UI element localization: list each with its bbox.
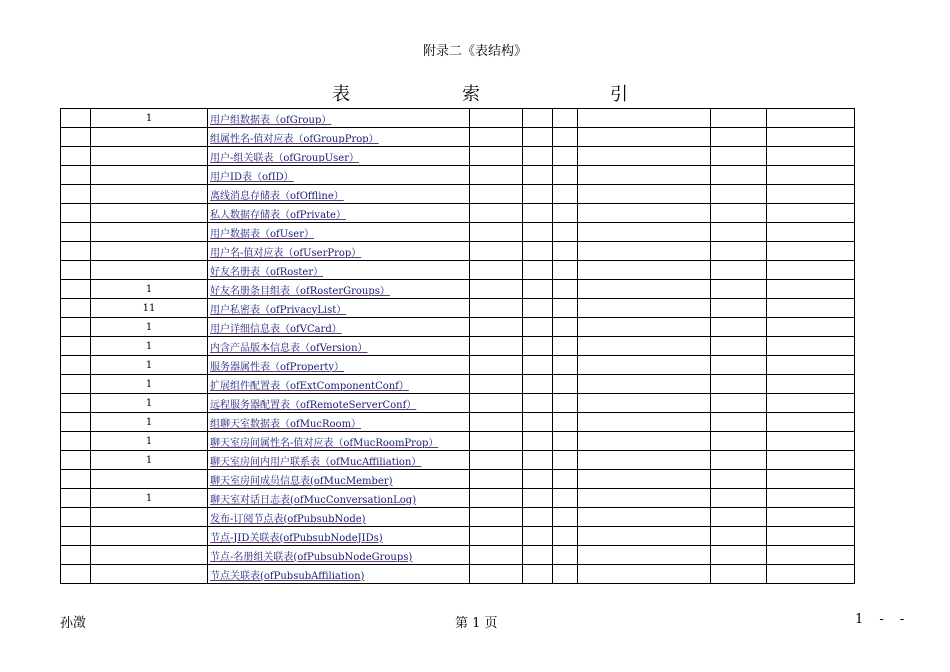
row-number: 1 <box>91 394 208 413</box>
table-name-link[interactable]: 组聊天室数据表（ofMucRoom） <box>210 418 362 430</box>
empty-cell <box>61 185 91 204</box>
table-name-cell <box>208 109 470 128</box>
empty-cell <box>61 109 91 128</box>
empty-cell <box>553 413 578 432</box>
empty-cell <box>61 527 91 546</box>
empty-cell <box>553 432 578 451</box>
empty-cell <box>523 204 553 223</box>
empty-cell <box>711 375 767 394</box>
row-number: 1 <box>91 413 208 432</box>
empty-cell <box>553 394 578 413</box>
table-name-cell <box>208 451 470 470</box>
empty-cell <box>767 242 855 261</box>
table-name-link[interactable]: 好友名册表（ofRoster） <box>210 266 324 278</box>
empty-cell <box>523 109 553 128</box>
row-number <box>91 166 208 185</box>
empty-cell <box>578 223 711 242</box>
empty-cell <box>578 128 711 147</box>
row-number: 1 <box>91 451 208 470</box>
table-row <box>61 147 855 166</box>
empty-cell <box>767 356 855 375</box>
table-name-cell <box>208 375 470 394</box>
empty-cell <box>767 147 855 166</box>
empty-cell <box>767 375 855 394</box>
table-name-link[interactable]: 聊天室对话日志表(ofMucConversationLog) <box>210 494 417 506</box>
empty-cell <box>470 109 523 128</box>
table-name-cell <box>208 394 470 413</box>
empty-cell <box>767 432 855 451</box>
row-number: 1 <box>91 109 208 128</box>
table-name-link[interactable]: 扩展组件配置表（ofExtComponentConf） <box>210 380 409 392</box>
row-number: 1 <box>91 318 208 337</box>
empty-cell <box>767 337 855 356</box>
empty-cell <box>470 432 523 451</box>
empty-cell <box>767 451 855 470</box>
empty-cell <box>61 223 91 242</box>
table-row <box>61 565 855 584</box>
index-title-char-3: 引 <box>610 84 628 105</box>
empty-cell <box>578 413 711 432</box>
table-name-cell <box>208 166 470 185</box>
empty-cell <box>711 109 767 128</box>
empty-cell <box>578 375 711 394</box>
empty-cell <box>61 546 91 565</box>
empty-cell <box>553 318 578 337</box>
row-number <box>91 470 208 489</box>
empty-cell <box>767 223 855 242</box>
empty-cell <box>470 394 523 413</box>
empty-cell <box>523 565 553 584</box>
empty-cell <box>711 546 767 565</box>
table-name-link[interactable]: 节点关联表(ofPubsubAffiliation) <box>210 570 365 582</box>
empty-cell <box>711 223 767 242</box>
empty-cell <box>767 128 855 147</box>
table-row <box>61 527 855 546</box>
empty-cell <box>578 432 711 451</box>
empty-cell <box>578 147 711 166</box>
table-row <box>61 261 855 280</box>
empty-cell <box>711 451 767 470</box>
table-row <box>61 242 855 261</box>
empty-cell <box>553 242 578 261</box>
row-number: 1 <box>91 337 208 356</box>
table-name-link[interactable]: 远程服务器配置表（ofRemoteServerConf） <box>210 399 417 411</box>
index-title-char-1: 表 <box>332 84 350 105</box>
row-number <box>91 204 208 223</box>
empty-cell <box>711 508 767 527</box>
empty-cell <box>767 508 855 527</box>
table-name-cell <box>208 356 470 375</box>
table-row <box>61 546 855 565</box>
footer-right: 1 - - <box>855 612 911 627</box>
empty-cell <box>523 432 553 451</box>
index-title <box>0 80 950 104</box>
table-row <box>61 356 855 375</box>
empty-cell <box>553 109 578 128</box>
empty-cell <box>578 185 711 204</box>
empty-cell <box>470 451 523 470</box>
empty-cell <box>553 451 578 470</box>
row-number: 11 <box>91 299 208 318</box>
table-name-cell <box>208 204 470 223</box>
empty-cell <box>767 394 855 413</box>
empty-cell <box>767 565 855 584</box>
empty-cell <box>553 356 578 375</box>
empty-cell <box>470 546 523 565</box>
table-name-link[interactable]: 用户详细信息表（ofVCard） <box>210 323 342 335</box>
table-row <box>61 204 855 223</box>
table-name-cell <box>208 280 470 299</box>
empty-cell <box>470 280 523 299</box>
empty-cell <box>523 546 553 565</box>
empty-cell <box>553 185 578 204</box>
empty-cell <box>578 109 711 128</box>
table-row <box>61 299 855 318</box>
empty-cell <box>578 508 711 527</box>
row-number: 1 <box>91 375 208 394</box>
empty-cell <box>523 185 553 204</box>
table-name-cell <box>208 337 470 356</box>
row-number <box>91 565 208 584</box>
table-name-link[interactable]: 用户私密表（ofPrivacyList） <box>210 304 347 316</box>
empty-cell <box>470 337 523 356</box>
empty-cell <box>578 280 711 299</box>
empty-cell <box>61 508 91 527</box>
empty-cell <box>470 508 523 527</box>
table-name-cell <box>208 508 470 527</box>
empty-cell <box>711 185 767 204</box>
empty-cell <box>553 166 578 185</box>
table-row <box>61 337 855 356</box>
empty-cell <box>578 318 711 337</box>
empty-cell <box>523 223 553 242</box>
empty-cell <box>711 299 767 318</box>
empty-cell <box>578 242 711 261</box>
empty-cell <box>711 489 767 508</box>
empty-cell <box>470 527 523 546</box>
empty-cell <box>553 375 578 394</box>
table-name-cell <box>208 242 470 261</box>
table-row <box>61 166 855 185</box>
table-name-cell <box>208 565 470 584</box>
empty-cell <box>523 356 553 375</box>
table-name-cell <box>208 261 470 280</box>
table-name-cell <box>208 223 470 242</box>
table-name-cell <box>208 299 470 318</box>
empty-cell <box>61 432 91 451</box>
table-row <box>61 413 855 432</box>
empty-cell <box>711 318 767 337</box>
table-name-link[interactable]: 用户名-值对应表（ofUserProp） <box>210 247 362 259</box>
table-name-cell <box>208 489 470 508</box>
row-number <box>91 147 208 166</box>
empty-cell <box>61 204 91 223</box>
empty-cell <box>470 166 523 185</box>
row-number: 1 <box>91 489 208 508</box>
empty-cell <box>470 489 523 508</box>
empty-cell <box>553 204 578 223</box>
table-row <box>61 185 855 204</box>
empty-cell <box>553 299 578 318</box>
page-header-title: 附录二《表结构》 <box>422 44 527 59</box>
empty-cell <box>470 242 523 261</box>
empty-cell <box>711 128 767 147</box>
row-number <box>91 128 208 147</box>
row-number: 1 <box>91 432 208 451</box>
table-row <box>61 432 855 451</box>
row-number <box>91 546 208 565</box>
empty-cell <box>578 337 711 356</box>
empty-cell <box>578 204 711 223</box>
empty-cell <box>61 356 91 375</box>
empty-cell <box>61 375 91 394</box>
table-name-link[interactable]: 聊天室房间内用户联系表（ofMucAffiliation） <box>210 456 422 468</box>
empty-cell <box>61 242 91 261</box>
empty-cell <box>523 242 553 261</box>
index-table <box>60 108 855 584</box>
table-row <box>61 375 855 394</box>
empty-cell <box>523 394 553 413</box>
table-row <box>61 318 855 337</box>
table-name-cell <box>208 432 470 451</box>
empty-cell <box>523 337 553 356</box>
empty-cell <box>767 413 855 432</box>
empty-cell <box>470 147 523 166</box>
table-name-link[interactable]: 内含产品版本信息表（ofVersion） <box>210 342 368 354</box>
row-number: 1 <box>91 356 208 375</box>
empty-cell <box>553 527 578 546</box>
empty-cell <box>553 147 578 166</box>
row-number <box>91 223 208 242</box>
empty-cell <box>470 318 523 337</box>
empty-cell <box>523 375 553 394</box>
empty-cell <box>767 109 855 128</box>
empty-cell <box>553 280 578 299</box>
empty-cell <box>553 508 578 527</box>
table-name-link[interactable]: 私人数据存储表（ofPrivate） <box>210 209 346 221</box>
empty-cell <box>470 261 523 280</box>
table-name-cell <box>208 147 470 166</box>
table-row <box>61 489 855 508</box>
empty-cell <box>553 128 578 147</box>
empty-cell <box>767 527 855 546</box>
empty-cell <box>61 166 91 185</box>
empty-cell <box>470 565 523 584</box>
empty-cell <box>523 128 553 147</box>
row-number <box>91 242 208 261</box>
index-title-char-2: 索 <box>462 84 480 105</box>
empty-cell <box>578 394 711 413</box>
empty-cell <box>578 489 711 508</box>
table-row <box>61 280 855 299</box>
empty-cell <box>711 432 767 451</box>
empty-cell <box>61 280 91 299</box>
empty-cell <box>711 565 767 584</box>
empty-cell <box>578 470 711 489</box>
empty-cell <box>578 565 711 584</box>
empty-cell <box>523 299 553 318</box>
row-number: 1 <box>91 280 208 299</box>
empty-cell <box>767 470 855 489</box>
empty-cell <box>711 204 767 223</box>
table-name-link[interactable]: 组属性名-值对应表（ofGroupProp） <box>210 133 379 145</box>
empty-cell <box>553 470 578 489</box>
empty-cell <box>553 261 578 280</box>
empty-cell <box>711 147 767 166</box>
empty-cell <box>61 394 91 413</box>
empty-cell <box>711 166 767 185</box>
empty-cell <box>578 356 711 375</box>
empty-cell <box>767 546 855 565</box>
empty-cell <box>470 223 523 242</box>
empty-cell <box>711 261 767 280</box>
empty-cell <box>578 299 711 318</box>
table-name-link[interactable]: 用户-组关联表（ofGroupUser） <box>210 152 359 164</box>
empty-cell <box>767 166 855 185</box>
empty-cell <box>553 546 578 565</box>
table-name-cell <box>208 546 470 565</box>
empty-cell <box>578 546 711 565</box>
empty-cell <box>61 489 91 508</box>
table-name-link[interactable]: 节点-JID关联表(ofPubsubNodeJIDs) <box>210 532 383 544</box>
empty-cell <box>767 280 855 299</box>
empty-cell <box>61 337 91 356</box>
empty-cell <box>553 223 578 242</box>
empty-cell <box>767 318 855 337</box>
table-row <box>61 394 855 413</box>
empty-cell <box>711 356 767 375</box>
table-name-cell <box>208 413 470 432</box>
footer-author: 孙澂 <box>60 616 87 631</box>
empty-cell <box>470 413 523 432</box>
empty-cell <box>711 280 767 299</box>
empty-cell <box>61 451 91 470</box>
empty-cell <box>578 527 711 546</box>
row-number <box>91 508 208 527</box>
table-name-link[interactable]: 离线消息存储表（ofOffline） <box>210 190 344 202</box>
empty-cell <box>711 527 767 546</box>
empty-cell <box>61 470 91 489</box>
empty-cell <box>578 451 711 470</box>
empty-cell <box>523 166 553 185</box>
table-name-cell <box>208 185 470 204</box>
table-name-link[interactable]: 节点-名册组关联表(ofPubsubNodeGroups) <box>210 551 413 563</box>
footer-page-label: 第 1 页 <box>455 616 498 631</box>
empty-cell <box>553 565 578 584</box>
empty-cell <box>470 204 523 223</box>
empty-cell <box>767 185 855 204</box>
empty-cell <box>711 394 767 413</box>
empty-cell <box>523 318 553 337</box>
empty-cell <box>523 489 553 508</box>
empty-cell <box>711 337 767 356</box>
empty-cell <box>711 242 767 261</box>
empty-cell <box>523 261 553 280</box>
empty-cell <box>523 147 553 166</box>
table-name-cell <box>208 527 470 546</box>
table-row <box>61 128 855 147</box>
empty-cell <box>61 299 91 318</box>
row-number <box>91 527 208 546</box>
empty-cell <box>61 565 91 584</box>
empty-cell <box>767 261 855 280</box>
table-row <box>61 508 855 527</box>
empty-cell <box>61 128 91 147</box>
row-number <box>91 185 208 204</box>
empty-cell <box>470 470 523 489</box>
table-row <box>61 451 855 470</box>
empty-cell <box>523 451 553 470</box>
table-row <box>61 109 855 128</box>
empty-cell <box>523 527 553 546</box>
table-name-link[interactable]: 聊天室房间成员信息表(ofMucMember) <box>210 475 393 487</box>
empty-cell <box>61 147 91 166</box>
empty-cell <box>711 470 767 489</box>
table-name-link[interactable]: 服务器属性表（ofProperty） <box>210 361 345 373</box>
empty-cell <box>553 489 578 508</box>
empty-cell <box>523 470 553 489</box>
table-name-link[interactable]: 聊天室房间属性名-值对应表（ofMucRoomProp） <box>210 437 439 449</box>
empty-cell <box>523 280 553 299</box>
empty-cell <box>470 356 523 375</box>
empty-cell <box>470 375 523 394</box>
empty-cell <box>61 413 91 432</box>
empty-cell <box>767 204 855 223</box>
row-number <box>91 261 208 280</box>
table-name-cell <box>208 128 470 147</box>
empty-cell <box>61 261 91 280</box>
table-name-cell <box>208 470 470 489</box>
empty-cell <box>470 128 523 147</box>
empty-cell <box>711 413 767 432</box>
empty-cell <box>767 489 855 508</box>
empty-cell <box>470 299 523 318</box>
table-name-link[interactable]: 发布-订阅节点表(ofPubsubNode) <box>210 513 366 525</box>
index-table-body <box>61 109 855 584</box>
empty-cell <box>523 508 553 527</box>
table-row <box>61 223 855 242</box>
empty-cell <box>578 166 711 185</box>
empty-cell <box>553 337 578 356</box>
table-name-link[interactable]: 用户数据表（ofUser） <box>210 228 314 240</box>
table-name-link[interactable]: 用户组数据表（ofGroup） <box>210 114 332 126</box>
table-name-cell <box>208 318 470 337</box>
empty-cell <box>523 413 553 432</box>
table-name-link[interactable]: 用户ID表（ofID） <box>210 171 294 183</box>
empty-cell <box>578 261 711 280</box>
table-row <box>61 470 855 489</box>
table-name-link[interactable]: 好友名册条目组表（ofRosterGroups） <box>210 285 390 297</box>
empty-cell <box>61 318 91 337</box>
empty-cell <box>470 185 523 204</box>
empty-cell <box>767 299 855 318</box>
